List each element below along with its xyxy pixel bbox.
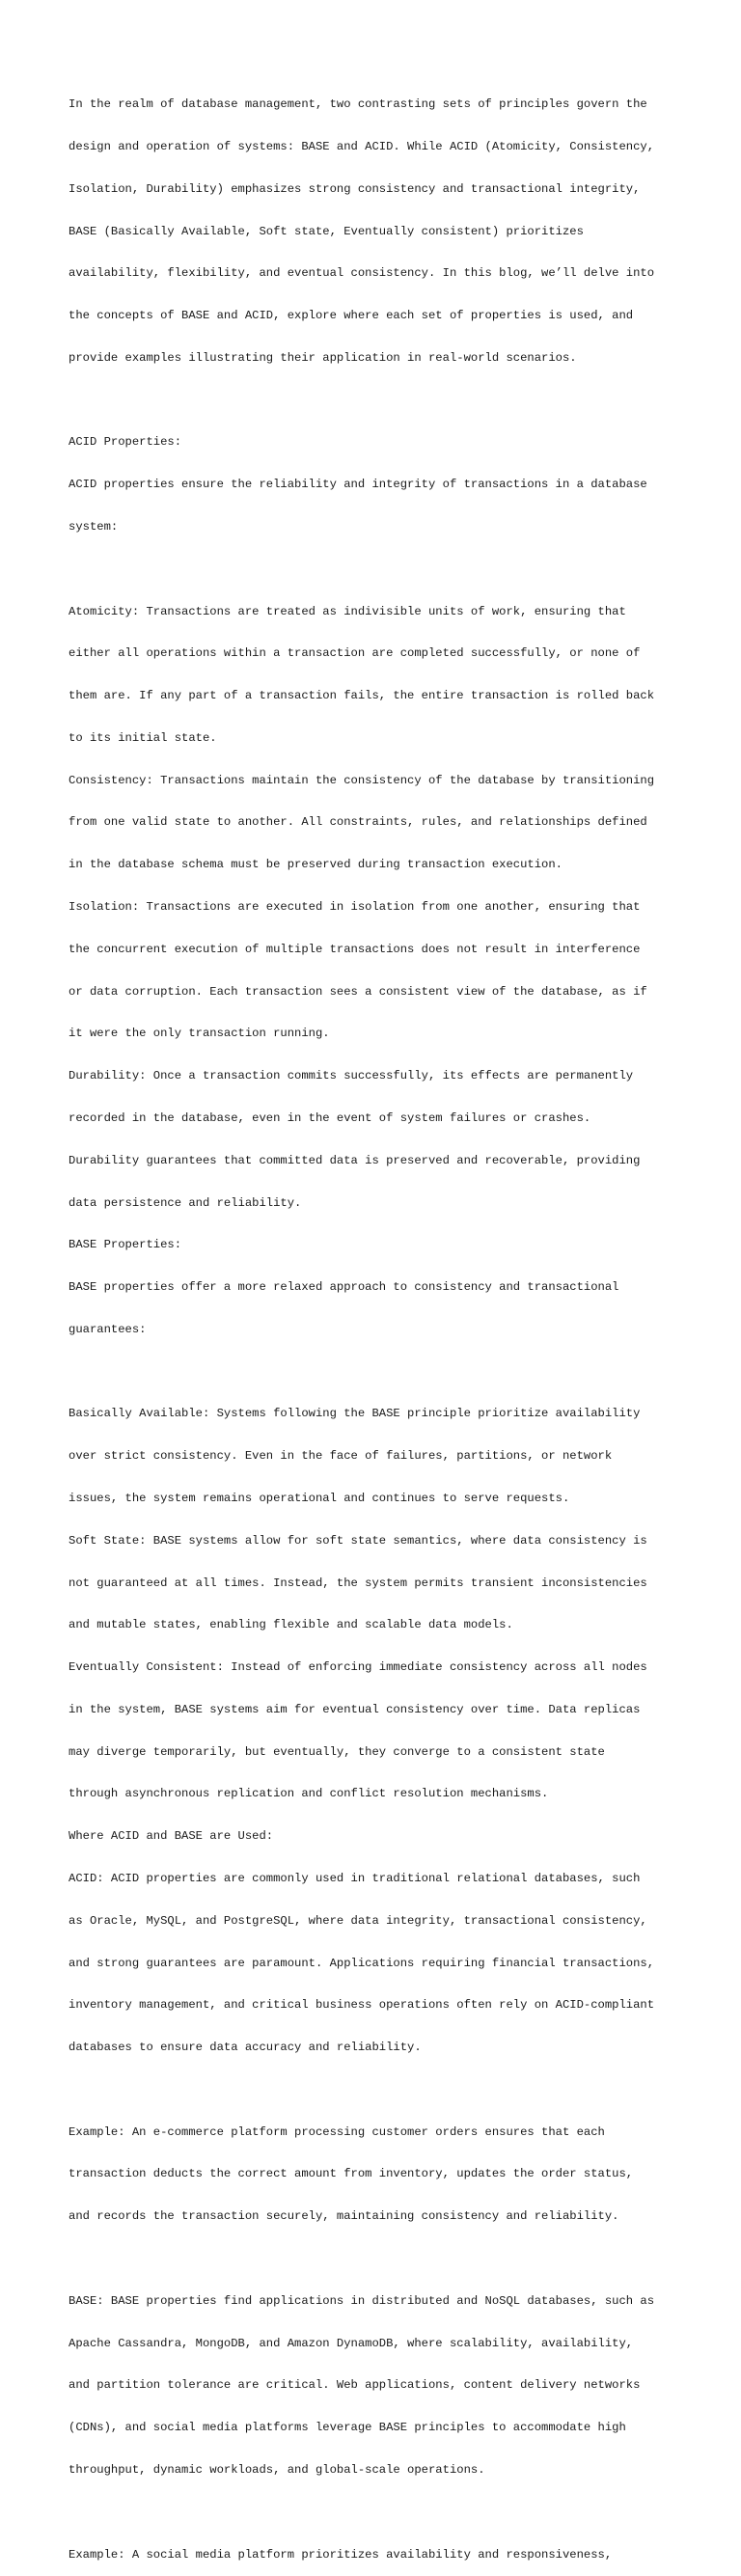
text-line: Basically Available: Systems following the BASE principle prioritize availability [69,1407,641,1421]
text-line: throughput, dynamic workloads, and global-scale operations. [69,2462,485,2477]
text-line: and mutable states, enabling flexible and scalable data models. [69,1618,513,1632]
text-line: Atomicity: Transactions are treated as indivisible units of work, ensuring that [69,604,626,618]
text-line: Isolation, Durability) emphasizes strong consistency and transactional integrity, [69,181,641,196]
text-line: issues, the system remains operational and continues to serve requests. [69,1491,570,1505]
blank-line [69,1365,705,1380]
text-line: data persistence and reliability. [69,1195,302,1210]
text-line: and records the transaction securely, maintaining consistency and reliability. [69,2209,619,2224]
section-heading-base: BASE Properties: [69,1238,182,1252]
text-line: databases to ensure data accuracy and reliability. [69,2041,422,2055]
section-heading-usage: Where ACID and BASE are Used: [69,1829,274,1844]
text-line: design and operation of systems: BASE and ACID. While ACID (Atomicity, Consistency, [69,139,655,153]
text-line: not guaranteed at all times. Instead, the system permits transient inconsistencies [69,1576,647,1590]
text-line: the concurrent execution of multiple transactions does not result in interference [69,942,641,956]
text-line: Durability guarantees that committed data is preserved and recoverable, providing [69,1153,641,1167]
text-line: from one valid state to another. All constraints, rules, and relationships defined [69,815,647,830]
text-line: and partition tolerance are critical. Web applications, content delivery networks [69,2378,641,2393]
text-line: In the realm of database management, two contrasting sets of principles govern the [69,97,647,112]
text-line: Apache Cassandra, MongoDB, and Amazon DynamoDB, where scalability, availability, [69,2336,634,2350]
text-line: availability, flexibility, and eventual consistency. In this blog, we’ll delve into [69,266,655,281]
text-line: BASE (Basically Available, Soft state, Eventually consistent) prioritizes [69,224,584,238]
text-line: Example: A social media platform prioritizes availability and responsiveness, [69,2547,613,2562]
section-heading-acid: ACID Properties: [69,435,182,450]
text-line: either all operations within a transaction are completed successfully, or none of [69,646,641,661]
text-line: the concepts of BASE and ACID, explore where each set of properties is used, and [69,309,634,323]
text-line: over strict consistency. Even in the face of failures, partitions, or network [69,1449,613,1464]
text-line: or data corruption. Each transaction sees a consistent view of the database, as if [69,984,647,999]
blank-line [69,394,705,408]
document-body [69,69,705,2576]
text-line: ACID: ACID properties are commonly used in traditional relational databases, such [69,1872,641,1885]
blank-line [69,2506,705,2520]
text-line: BASE properties offer a more relaxed approach to consistency and transactional [69,1280,619,1295]
text-line: BASE: BASE properties find applications in distributed and NoSQL databases, such as [69,2293,655,2308]
text-line: (CDNs), and social media platforms leverage BASE principles to accommodate high [69,2421,626,2435]
text-line: ACID properties ensure the reliability and integrity of transactions in a database [69,478,647,492]
text-line: guarantees: [69,1322,147,1336]
text-line: Soft State: BASE systems allow for soft state semantics, where data consistency is [69,1533,647,1548]
text-line: transaction deducts the correct amount from inventory, updates the order status, [69,2167,634,2181]
text-line: Eventually Consistent: Instead of enforcing immediate consistency across all nodes [69,1660,647,1675]
text-line: and strong guarantees are paramount. Applications requiring financial transactions, [69,1956,655,1970]
text-line: Durability: Once a transaction commits successfully, its effects are permanently [69,1069,634,1083]
text-line: Example: An e-commerce platform processing customer orders ensures that each [69,2124,605,2139]
text-line: inventory management, and critical business operations often rely on ACID-compliant [69,1998,655,2013]
text-line: to its initial state. [69,730,217,745]
text-line: may diverge temporarily, but eventually, they converge to a consistent state [69,1744,605,1759]
text-line: it were the only transaction running. [69,1027,330,1041]
text-line: Isolation: Transactions are executed in isolation from one another, ensuring that [69,900,641,915]
blank-line [69,2252,705,2266]
text-line: recorded in the database, even in the event of system failures or crashes. [69,1110,591,1125]
text-line: as Oracle, MySQL, and PostgreSQL, where data integrity, transactional consistency, [69,1913,647,1928]
text-line: in the system, BASE systems aim for eventual consistency over time. Data replicas [69,1702,641,1716]
text-line: system: [69,520,119,534]
text-line: Consistency: Transactions maintain the consistency of the database by transitioning [69,773,655,787]
text-line: them are. If any part of a transaction fails, the entire transaction is rolled back [69,689,655,703]
blank-line [69,2083,705,2097]
text-line: provide examples illustrating their application in real-world scenarios. [69,350,577,365]
text-line: in the database schema must be preserved during transaction execution. [69,858,563,872]
text-line: through asynchronous replication and conflict resolution mechanisms. [69,1787,549,1801]
blank-line [69,562,705,577]
